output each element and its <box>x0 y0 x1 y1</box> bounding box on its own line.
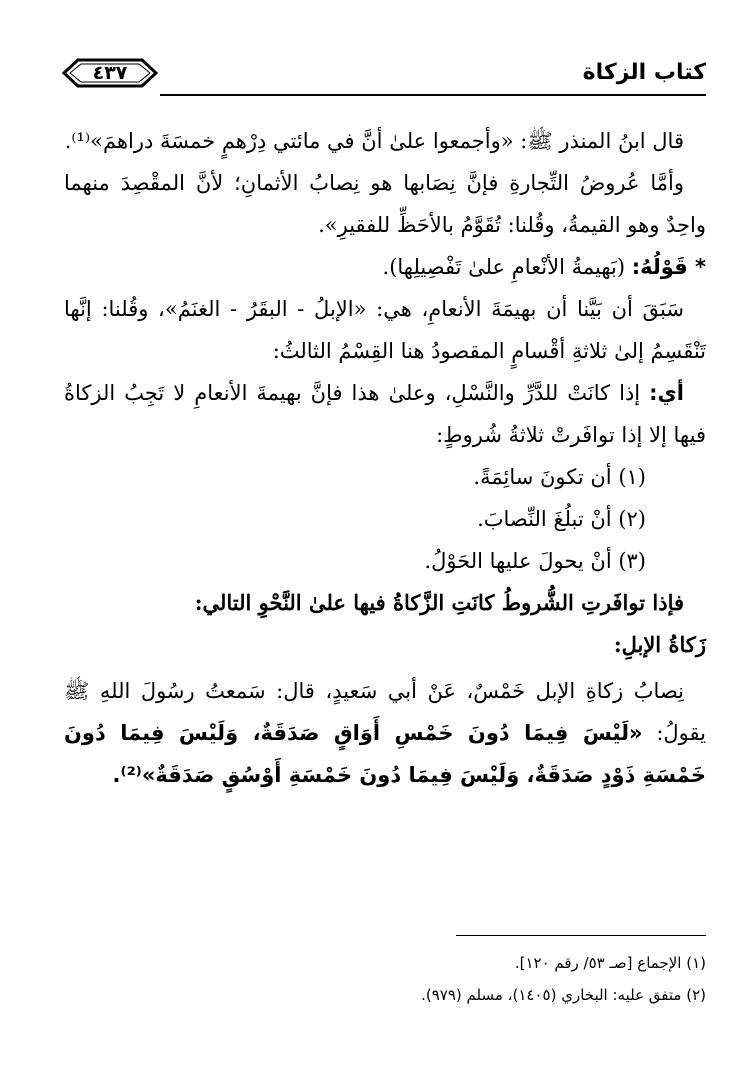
explanation-text: إذا كانَتْ للدَّرِّ والنَّسْلِ، وعلىٰ هذا فإنَّ بهيمةَ الأنعامِ لا تَجِبُ الزكاةُ فيها إلا إذا توافَرتْ ثلاثةُ شُروطٍ: <box>64 381 706 447</box>
page-number: ٤٣٧ <box>92 62 128 84</box>
header-divider <box>160 94 706 96</box>
section-heading-camels: زَكاةُ الإبلِ: <box>613 632 706 657</box>
footnote-1: (١) الإجماع [صـ ٥٣/ رقم ١٢٠]. <box>514 954 706 972</box>
explanation-lead: أي: <box>649 381 684 405</box>
camel-nisab-text: نِصابُ زكاةِ الإبل خَمْسٌ، عَنْ أبي سَعيدٍ، قال: سَمعتُ رسُولَ اللهِ ﷺ يقولُ: <box>64 679 707 745</box>
paragraph-livestock: سَبَقَ أن بَيَّنا أن بهيمَةَ الأنعامِ، هي: «الإبلُ - البقَرُ - الغنَمُ»، وقُلنا: إنَّها تَنْقَسِمُ إلىٰ ثلاثةِ أقْسامٍ المقصودُ هنا القِسْمُ الثالثُ: <box>64 297 706 363</box>
condition-item-1: (١) أن تكونَ سائِمَةً. <box>473 465 646 489</box>
book-title: كتاب الزكاة <box>582 60 706 85</box>
footnotes <box>64 947 706 1011</box>
paragraph-camel-nisab <box>64 670 706 796</box>
matn-lead: * قَوْلُهُ: <box>631 255 706 279</box>
main-text <box>64 120 706 796</box>
paragraph-matn-quote <box>64 246 706 288</box>
hadith-text: «لَيْسَ فِيمَا دُونَ خَمْسِ أَوَاقٍ صَدَقَةٌ، وَلَيْسَ فِيمَا دُونَ خَمْسَةِ ذَوْدٍ صَدَقَةٌ، وَلَيْسَ فِيمَا دُونَ خَمْسَةِ أَوْسُقٍ صَدَقَةٌ»⁽²⁾. <box>64 721 706 787</box>
condition-item-2: (٢) أنْ تبلُغَ النِّصابَ. <box>477 507 646 531</box>
paragraph-ibn-almundhir: قال ابنُ المنذر ﷺ: «وأجمعوا علىٰ أنَّ في مائتي دِرْهمٍ خمسَةَ دراهمَ»⁽¹⁾. <box>64 129 684 153</box>
paragraph-conditions-intro <box>64 372 706 456</box>
page-header <box>60 58 706 98</box>
condition-item-3: (٣) أنْ يحولَ عليها الحَوْلُ. <box>424 549 646 573</box>
footnote-divider <box>456 935 706 936</box>
page-number-badge <box>60 58 160 88</box>
paragraph-trade-goods: وأمَّا عُروضُ التِّجارةِ فإنَّ نِصَابها هو نِصابُ الأثمانِ؛ لأنَّ المقْصِدَ منهما واحِدٌ وهو القيمةُ، وقُلنا: تُقَوَّمُ بالأحَظِّ للفقيرِ». <box>64 171 706 237</box>
matn-text: (بَهيمةُ الأنْعامِ علىٰ تَفْصِيلِها). <box>382 255 632 279</box>
paragraph-conclusion: فإذا توافَرتِ الشُّروطُ كانَتِ الزَّكاةُ فيها علىٰ النَّحْوِ التالي: <box>194 590 684 615</box>
footnote-2: (٢) متفق عليه: البخاري (١٤٠٥)، مسلم (٩٧٩). <box>421 986 706 1004</box>
